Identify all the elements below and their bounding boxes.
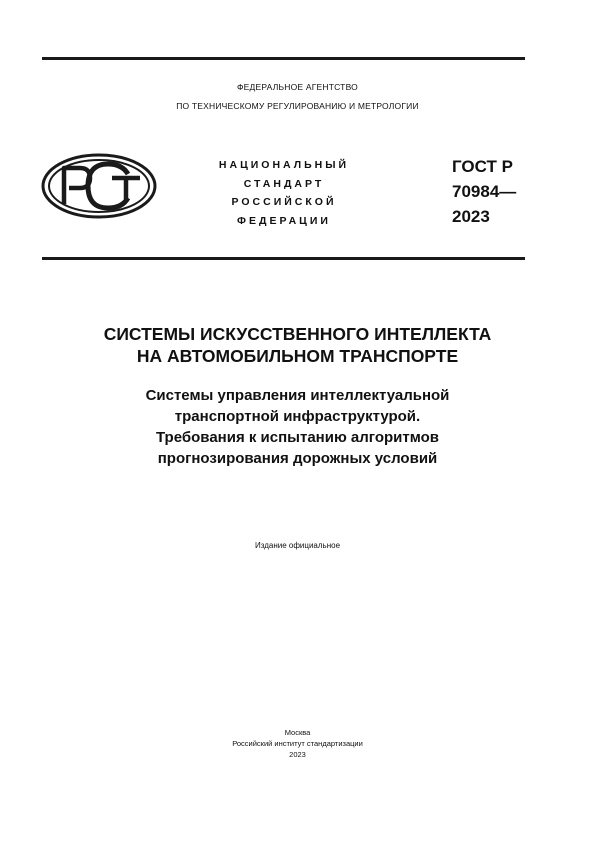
document-subtitle <box>0 385 595 469</box>
subtitle-line-3: Требования к испытанию алгоритмов <box>155 429 440 446</box>
subtitle-line-2: транспортной инфраструктурой. <box>174 408 421 425</box>
rst-logo-icon <box>40 152 158 220</box>
edition-note: Издание официальное <box>254 541 341 550</box>
designation-line-2: 70984— <box>452 182 517 201</box>
designation-line-1: ГОСТ Р <box>452 157 513 176</box>
footer-year: 2023 <box>289 750 306 759</box>
standard-type-line-3: РОССИЙСКОЙ <box>231 196 337 208</box>
subtitle-line-1: Системы управления интеллектуальной <box>145 387 450 404</box>
title-line-1: СИСТЕМЫ ИСКУССТВЕННОГО ИНТЕЛЛЕКТА <box>103 324 492 344</box>
standard-type-line-1: НАЦИОНАЛЬНЫЙ <box>218 159 350 171</box>
footer-city: Москва <box>284 728 311 737</box>
document-title <box>0 323 595 367</box>
standard-type-line-2: СТАНДАРТ <box>243 177 325 190</box>
designation-line-3: 2023 <box>452 207 490 226</box>
title-line-2: НА АВТОМОБИЛЬНОМ ТРАНСПОРТЕ <box>136 346 459 366</box>
publication-info <box>0 727 595 760</box>
standard-designation <box>452 154 516 229</box>
footer-publisher: Российский институт стандартизации <box>232 739 363 748</box>
agency-name-line-2: ПО ТЕХНИЧЕСКОМУ РЕГУЛИРОВАНИЮ И МЕТРОЛОГИИ <box>176 101 419 111</box>
top-rule <box>42 57 525 60</box>
bottom-rule <box>42 257 525 260</box>
standard-type-line-4: ФЕДЕРАЦИИ <box>237 214 331 227</box>
agency-name-line-1: ФЕДЕРАЛЬНОЕ АГЕНТСТВО <box>237 82 358 92</box>
standard-type <box>186 156 382 230</box>
subtitle-line-4: прогнозирования дорожных условий <box>157 450 438 467</box>
